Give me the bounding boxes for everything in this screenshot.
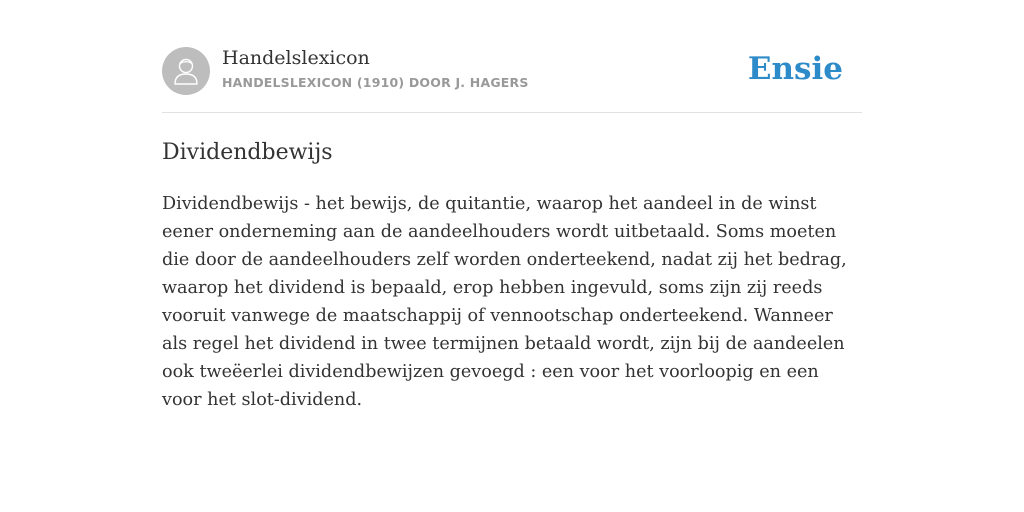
- source-subtitle: HANDELSLEXICON (1910) DOOR J. HAGERS: [222, 75, 529, 90]
- source-avatar[interactable]: [162, 47, 210, 95]
- page-content: [162, 0, 862, 410]
- article-body: Dividendbewijs - het bewijs, de quitantie, waarop het aandeel in de winst eener onderneming aan de aandeelhouders wordt uitbetaald. Soms moeten die door de aandeelhouders zelf worden onderteekend, nadat zij het bedrag, waarop het dividend is bepaald, erop hebben ingevuld, soms zijn zij reeds vooruit vanwege de maatschappij of vennootschap onderteekend. Wanneer als regel het dividend in twee termijnen betaald wordt, zijn bij de aandeelen ook tweëerlei dividendbewijzen gevoegd : een voor het voorloopig en een voor het slot-dividend.: [162, 194, 847, 410]
- user-icon: [162, 47, 210, 95]
- brand-logo-link[interactable]: Ensie: [747, 51, 843, 87]
- source-name[interactable]: Handelslexicon: [222, 47, 370, 69]
- article-title: Dividendbewijs: [162, 140, 333, 165]
- source-header: [162, 0, 862, 113]
